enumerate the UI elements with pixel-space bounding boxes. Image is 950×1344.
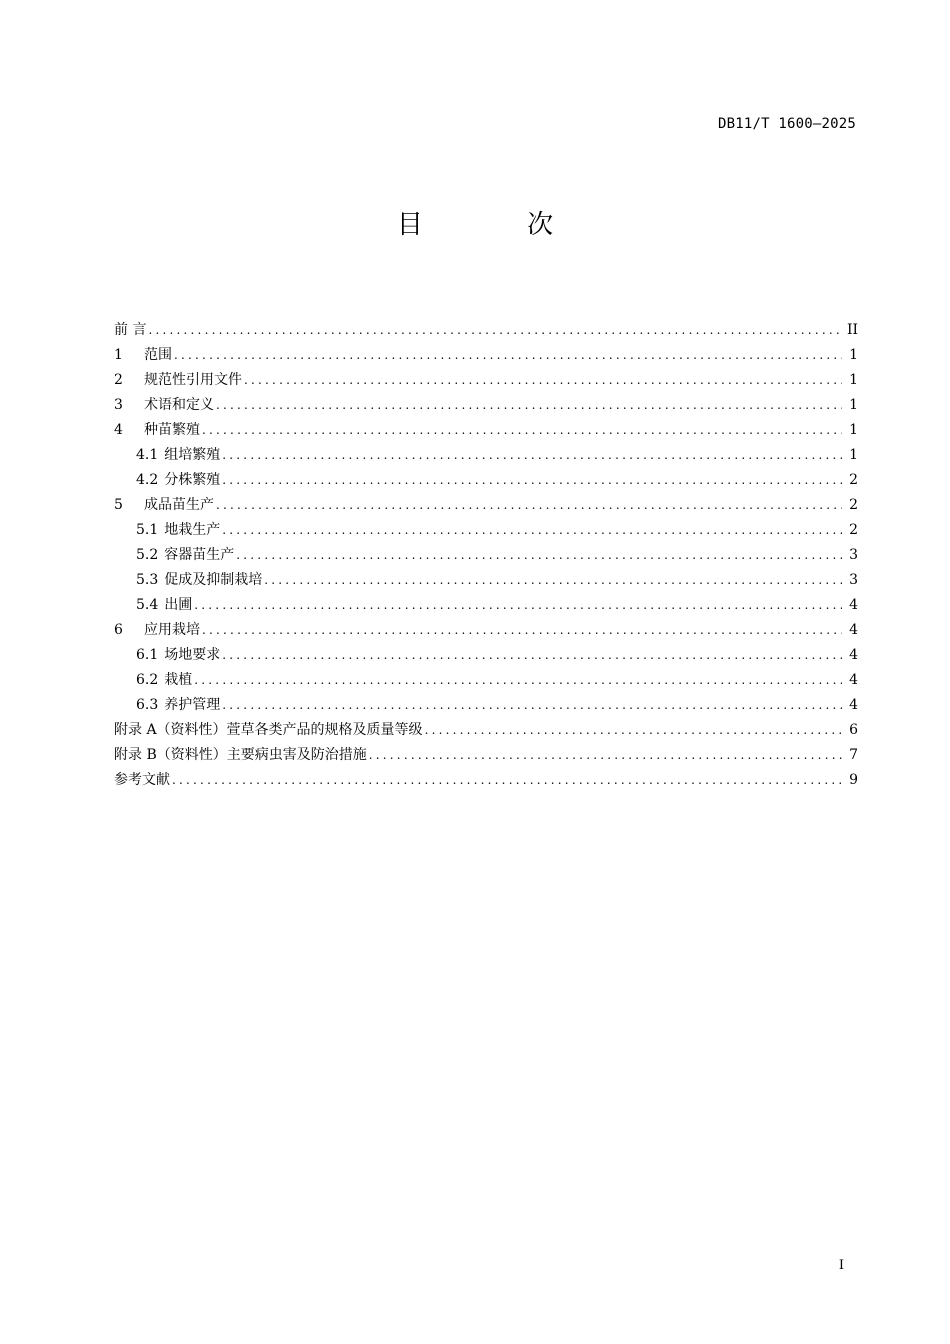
toc-leader-dots	[222, 518, 842, 543]
toc-leader-dots	[174, 343, 842, 368]
toc-entry-label	[114, 618, 200, 643]
toc-leader-dots	[244, 368, 842, 393]
toc-entry-page: 2	[849, 472, 858, 488]
toc-entry-2[interactable]	[114, 368, 858, 393]
toc-entry-number: 1	[114, 347, 123, 363]
toc-leader-dots	[222, 693, 842, 718]
toc-leader-dots	[369, 743, 842, 768]
toc-entry-page: 1	[849, 422, 858, 438]
toc-entry-title: 规范性引用文件	[144, 372, 242, 388]
toc-entry-title: 栽植	[164, 672, 193, 688]
toc-leader-dots	[236, 543, 842, 568]
toc-entry-number: 6	[114, 622, 123, 638]
toc-leader-dots	[216, 393, 842, 418]
toc-entry-title: 地栽生产	[164, 522, 221, 538]
toc-leader-dots	[194, 593, 842, 618]
document-code: DB11/T 1600—2025	[717, 116, 856, 132]
page-number: I	[838, 1258, 844, 1273]
toc-entry-5-1[interactable]	[114, 518, 858, 543]
toc-entry-label	[136, 543, 234, 568]
toc-entry-1[interactable]	[114, 343, 858, 368]
toc-entry-5-2[interactable]	[114, 543, 858, 568]
toc-entry-5-3[interactable]	[114, 568, 858, 593]
toc-entry-6-3[interactable]	[114, 693, 858, 718]
toc-entry-appendix-a[interactable]	[114, 718, 858, 743]
toc-entry-page: 1	[849, 397, 858, 413]
toc-leader-dots	[202, 418, 842, 443]
toc-entry-title: 成品苗生产	[144, 497, 214, 513]
toc-entry-label	[114, 418, 200, 443]
toc-entry-label	[136, 693, 220, 718]
toc-entry-page: II	[846, 322, 858, 338]
toc-entry-page: 2	[849, 497, 858, 513]
table-of-contents	[114, 318, 858, 793]
toc-entry-label	[136, 468, 220, 493]
toc-leader-dots	[222, 643, 842, 668]
toc-entry-label	[136, 643, 220, 668]
toc-entry-label	[136, 593, 192, 618]
toc-entry-5-4[interactable]	[114, 593, 858, 618]
toc-entry-5[interactable]	[114, 493, 858, 518]
toc-leader-dots	[425, 718, 842, 743]
toc-entry-label	[136, 668, 192, 693]
toc-entry-3[interactable]	[114, 393, 858, 418]
toc-entry-references[interactable]	[114, 768, 858, 793]
toc-entry-number: 4.1	[136, 447, 159, 463]
toc-entry-page: 4	[849, 647, 858, 663]
toc-entry-title: 养护管理	[164, 697, 221, 713]
toc-entry-label	[114, 393, 214, 418]
toc-entry-label	[136, 443, 220, 468]
toc-entry-title: 前 言	[114, 322, 147, 338]
toc-entry-page: 1	[849, 447, 858, 463]
toc-entry-page: 2	[849, 522, 858, 538]
toc-entry-6[interactable]	[114, 618, 858, 643]
toc-leader-dots	[216, 493, 842, 518]
toc-entry-foreword[interactable]	[114, 318, 858, 343]
toc-entry-title: 容器苗生产	[164, 547, 235, 563]
toc-entry-number: 5.4	[136, 597, 159, 613]
toc-entry-number: 5	[114, 497, 123, 513]
toc-leader-dots	[222, 443, 842, 468]
toc-entry-label	[114, 368, 242, 393]
toc-entry-4[interactable]	[114, 418, 858, 443]
toc-leader-dots	[222, 468, 842, 493]
toc-entry-number: 5.3	[136, 572, 159, 588]
toc-entry-page: 4	[849, 622, 858, 638]
toc-entry-number: 4.2	[136, 472, 159, 488]
toc-entry-label	[136, 568, 262, 593]
toc-entry-number: 5.2	[136, 547, 159, 563]
toc-entry-label	[114, 493, 214, 518]
toc-entry-page: 4	[849, 672, 858, 688]
toc-entry-4-1[interactable]	[114, 443, 858, 468]
toc-entry-number: 6.1	[136, 647, 159, 663]
toc-leader-dots	[202, 618, 842, 643]
toc-leader-dots	[148, 318, 840, 343]
toc-entry-number: 4	[114, 422, 123, 438]
toc-entry-page: 4	[849, 697, 858, 713]
toc-entry-title: 场地要求	[164, 647, 221, 663]
toc-entry-label	[136, 518, 220, 543]
toc-entry-number: 5.1	[136, 522, 159, 538]
toc-leader-dots	[172, 768, 842, 793]
toc-entry-title: 范围	[144, 347, 172, 363]
toc-leader-dots	[194, 668, 842, 693]
toc-entry-page: 6	[849, 722, 858, 738]
toc-entry-title: 种苗繁殖	[144, 422, 200, 438]
toc-entry-title: 分株繁殖	[164, 472, 221, 488]
toc-entry-page: 7	[849, 747, 858, 763]
toc-entry-title: 参考文献	[114, 772, 170, 788]
toc-entry-label	[114, 343, 172, 368]
toc-entry-title: 术语和定义	[144, 397, 214, 413]
toc-entry-number: 6.3	[136, 697, 159, 713]
toc-entry-number: 6.2	[136, 672, 159, 688]
toc-entry-page: 1	[849, 372, 858, 388]
toc-entry-4-2[interactable]	[114, 468, 858, 493]
toc-entry-title: 应用栽培	[144, 622, 200, 638]
toc-leader-dots	[264, 568, 842, 593]
toc-title: 目 次	[396, 210, 602, 240]
toc-entry-6-2[interactable]	[114, 668, 858, 693]
toc-entry-page: 3	[849, 547, 858, 563]
toc-entry-title: 附录 A（资料性）萱草各类产品的规格及质量等级	[114, 722, 423, 738]
toc-entry-page: 4	[849, 597, 858, 613]
toc-entry-title: 组培繁殖	[164, 447, 221, 463]
toc-entry-6-1[interactable]	[114, 643, 858, 668]
toc-entry-title: 促成及抑制栽培	[164, 572, 263, 588]
toc-entry-page: 3	[849, 572, 858, 588]
toc-entry-title: 附录 B（资料性）主要病虫害及防治措施	[114, 747, 367, 763]
toc-entry-title: 出圃	[164, 597, 193, 613]
toc-entry-number: 2	[114, 372, 123, 388]
toc-entry-page: 9	[849, 772, 858, 788]
toc-entry-page: 1	[849, 347, 858, 363]
toc-entry-number: 3	[114, 397, 123, 413]
toc-entry-appendix-b[interactable]	[114, 743, 858, 768]
